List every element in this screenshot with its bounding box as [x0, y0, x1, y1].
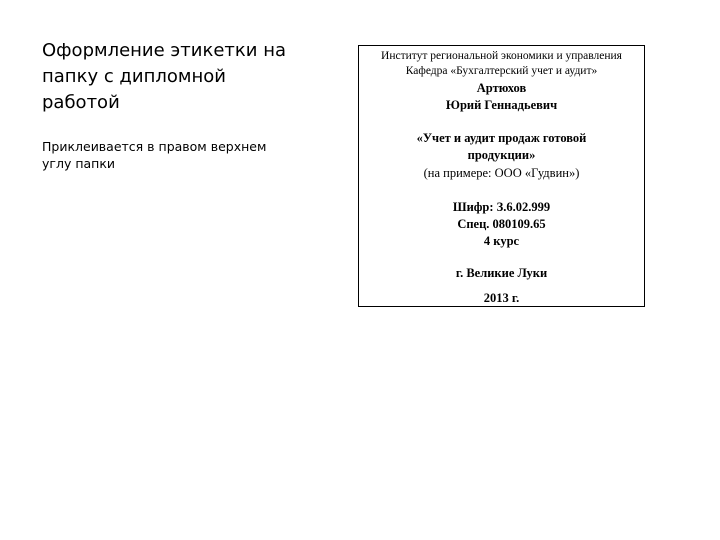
label-department: Кафедра «Бухгалтерский учет и аудит»	[405, 65, 598, 77]
folder-label	[358, 45, 645, 307]
slide-title: Оформление этикетки на папку с дипломной работой	[42, 40, 287, 113]
label-code: Шифр: З.6.02.999	[452, 200, 551, 214]
label-name: Юрий Геннадьевич	[445, 98, 558, 112]
label-example: (на примере: ООО «Гудвин»)	[423, 166, 580, 180]
label-course: 4 курс	[483, 234, 520, 248]
label-city: г. Великие Луки	[455, 266, 548, 280]
label-surname: Артюхов	[476, 81, 527, 95]
label-year: 2013 г.	[483, 291, 520, 305]
slide-note: Приклеивается в правом верхнем углу папки	[42, 139, 267, 171]
label-topic: «Учет и аудит продаж готовой продукции»	[416, 131, 587, 162]
label-institute: Институт региональной экономики и управления	[381, 50, 622, 62]
label-specialty: Спец. 080109.65	[457, 217, 546, 231]
